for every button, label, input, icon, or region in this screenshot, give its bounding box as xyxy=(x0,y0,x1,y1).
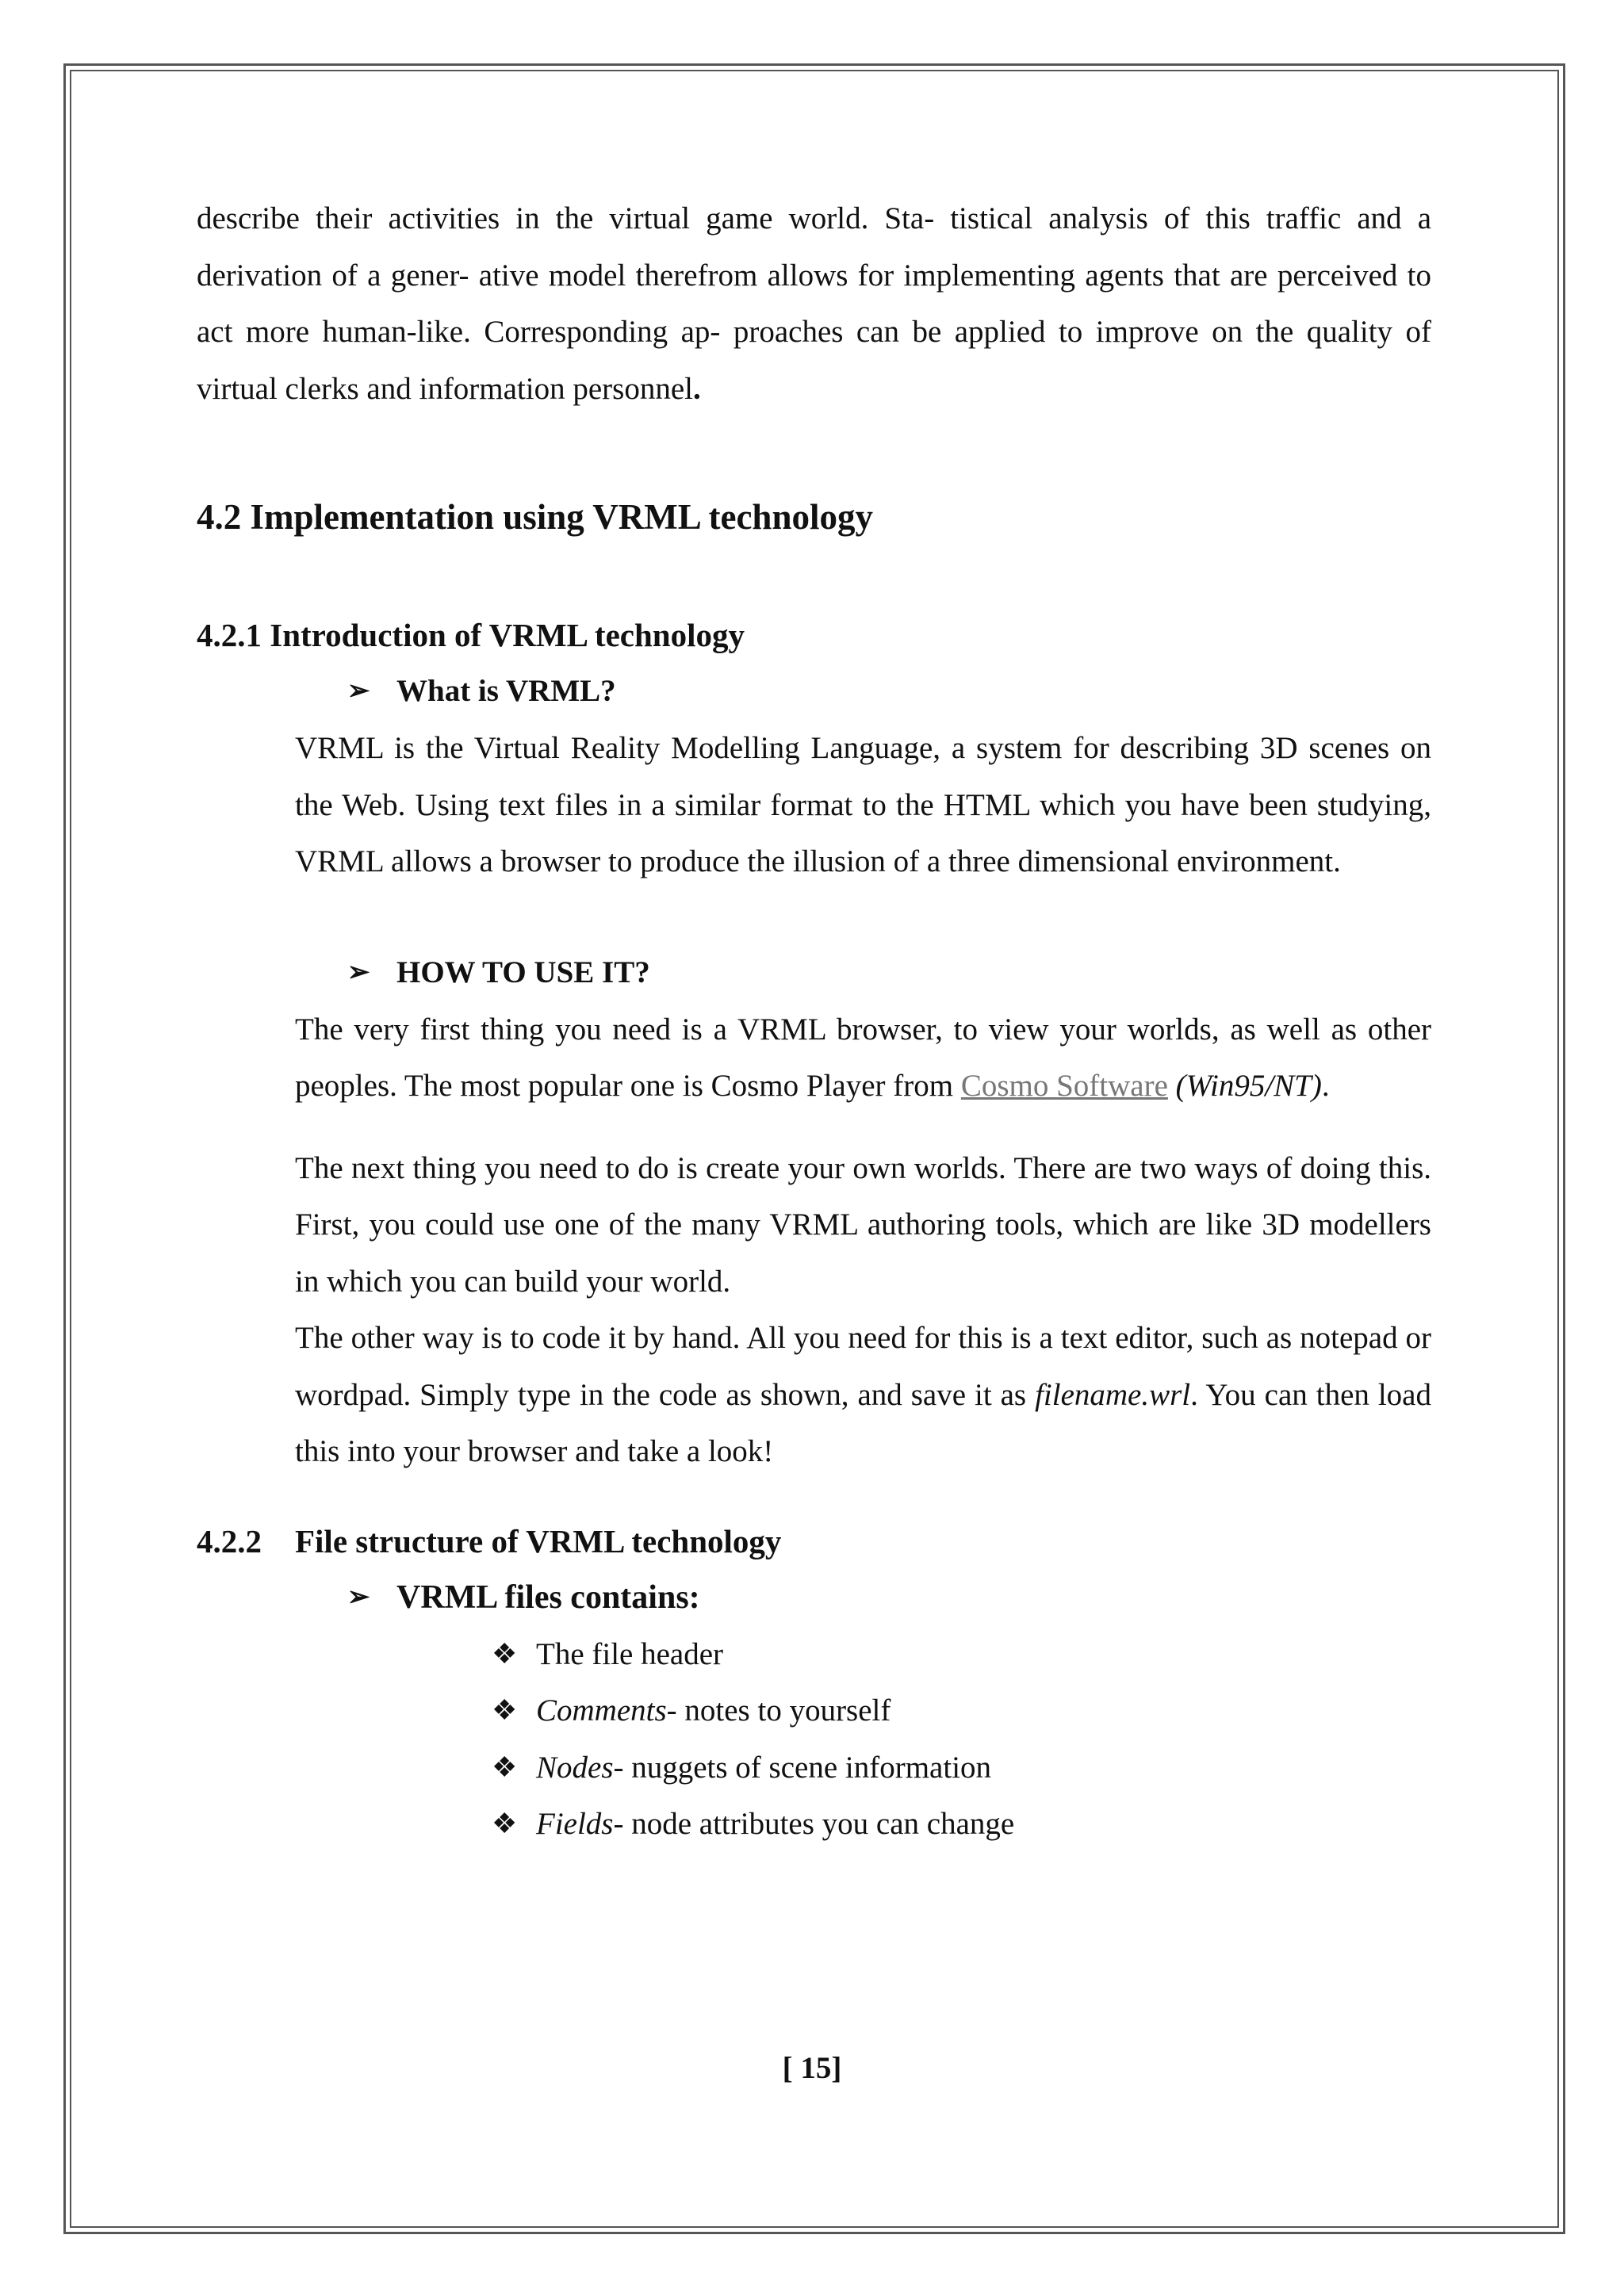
cosmo-software-link[interactable]: Cosmo Software xyxy=(960,1069,1168,1103)
list-item xyxy=(492,1682,1431,1739)
section-heading: 4.2 Implementation using VRML technology xyxy=(197,497,873,537)
item-term: Nodes xyxy=(536,1750,614,1785)
paragraph-text: The very first thing you need is a VRML browser, to view your worlds, as well as other peoples. The most popular one is Cosmo Player from xyxy=(295,1012,1431,1103)
item-text: - nuggets of scene information xyxy=(613,1750,992,1785)
intro-text: describe their activities in the virtual game world. Sta- tistical analysis of this traffic and a derivation of a gener- ative model therefrom allows for implementing agents that are perceived to act more human-like. Corresponding ap- proaches can be applied to improve on the quality of virtual clerks and information personnel xyxy=(197,201,1431,406)
diamond-bullet-icon: ❖ xyxy=(492,1751,518,1783)
platform-note: (Win95/NT) xyxy=(1175,1069,1322,1103)
list-item xyxy=(492,1796,1431,1853)
subsection-title: File structure of VRML technology xyxy=(295,1522,782,1559)
list-item xyxy=(492,1739,1431,1797)
what-is-vrml-paragraph: VRML is the Virtual Reality Modelling Language, a system for describing 3D scenes on the Web. Using text files in a similar format to the HTML which you have been studying, VRML allows a browser to produce the illusion of a three dimensional environment. xyxy=(295,731,1431,878)
diamond-bullet-icon: ❖ xyxy=(492,1637,518,1670)
question-how-to-use xyxy=(347,944,1431,1001)
how-to-use-paragraph-3 xyxy=(295,1310,1431,1480)
question-title: What is VRML? xyxy=(396,674,616,708)
how-to-use-paragraph-2: The next thing you need to do is create your own worlds. There are two ways of doing this. First, you could use one of the many VRML authoring tools, which are like 3D modellers in which you can build your world. xyxy=(295,1150,1431,1299)
subsection-number: 4.2.2 xyxy=(197,1522,262,1559)
question-title: HOW TO USE IT? xyxy=(396,955,650,989)
arrow-bullet-icon: ➢ xyxy=(347,676,370,706)
arrow-bullet-icon: ➢ xyxy=(347,957,370,987)
arrow-bullet-icon: ➢ xyxy=(347,1582,370,1612)
paragraph-end: . You can then load this into your browser and take a look! xyxy=(295,1377,1431,1468)
diamond-bullet-icon: ❖ xyxy=(492,1694,518,1726)
item-text: The file header xyxy=(536,1636,724,1671)
list-item xyxy=(492,1626,1431,1683)
paragraph-end: . xyxy=(1321,1069,1330,1103)
question-what-is-vrml xyxy=(347,663,1431,720)
item-term: Fields xyxy=(536,1807,614,1841)
how-to-use-paragraph-1 xyxy=(295,1001,1431,1115)
intro-paragraph xyxy=(197,190,1431,417)
page-number: [ 15] xyxy=(782,2051,842,2085)
vrml-files-contains xyxy=(347,1569,1431,1626)
filename-example: filename.wrl xyxy=(1035,1377,1191,1412)
diamond-bullet-icon: ❖ xyxy=(492,1808,518,1839)
item-term: Comments xyxy=(536,1693,667,1728)
paragraph-text: The other way is to code it by hand. All you need for this is a text editor, such as notepad or wordpad. Simply type in the code as shown, and save it as xyxy=(295,1321,1431,1412)
subsection-heading-intro: 4.2.1 Introduction of VRML technology xyxy=(197,617,745,653)
page-content xyxy=(197,190,1431,1853)
file-contents-list xyxy=(492,1626,1431,1853)
bullet-title: VRML files contains: xyxy=(396,1578,700,1616)
subsection-heading-file-structure xyxy=(197,1513,1431,1569)
item-text: - node attributes you can change xyxy=(613,1807,1015,1841)
item-text: - notes to yourself xyxy=(666,1693,891,1728)
intro-end-mark: . xyxy=(692,371,701,406)
